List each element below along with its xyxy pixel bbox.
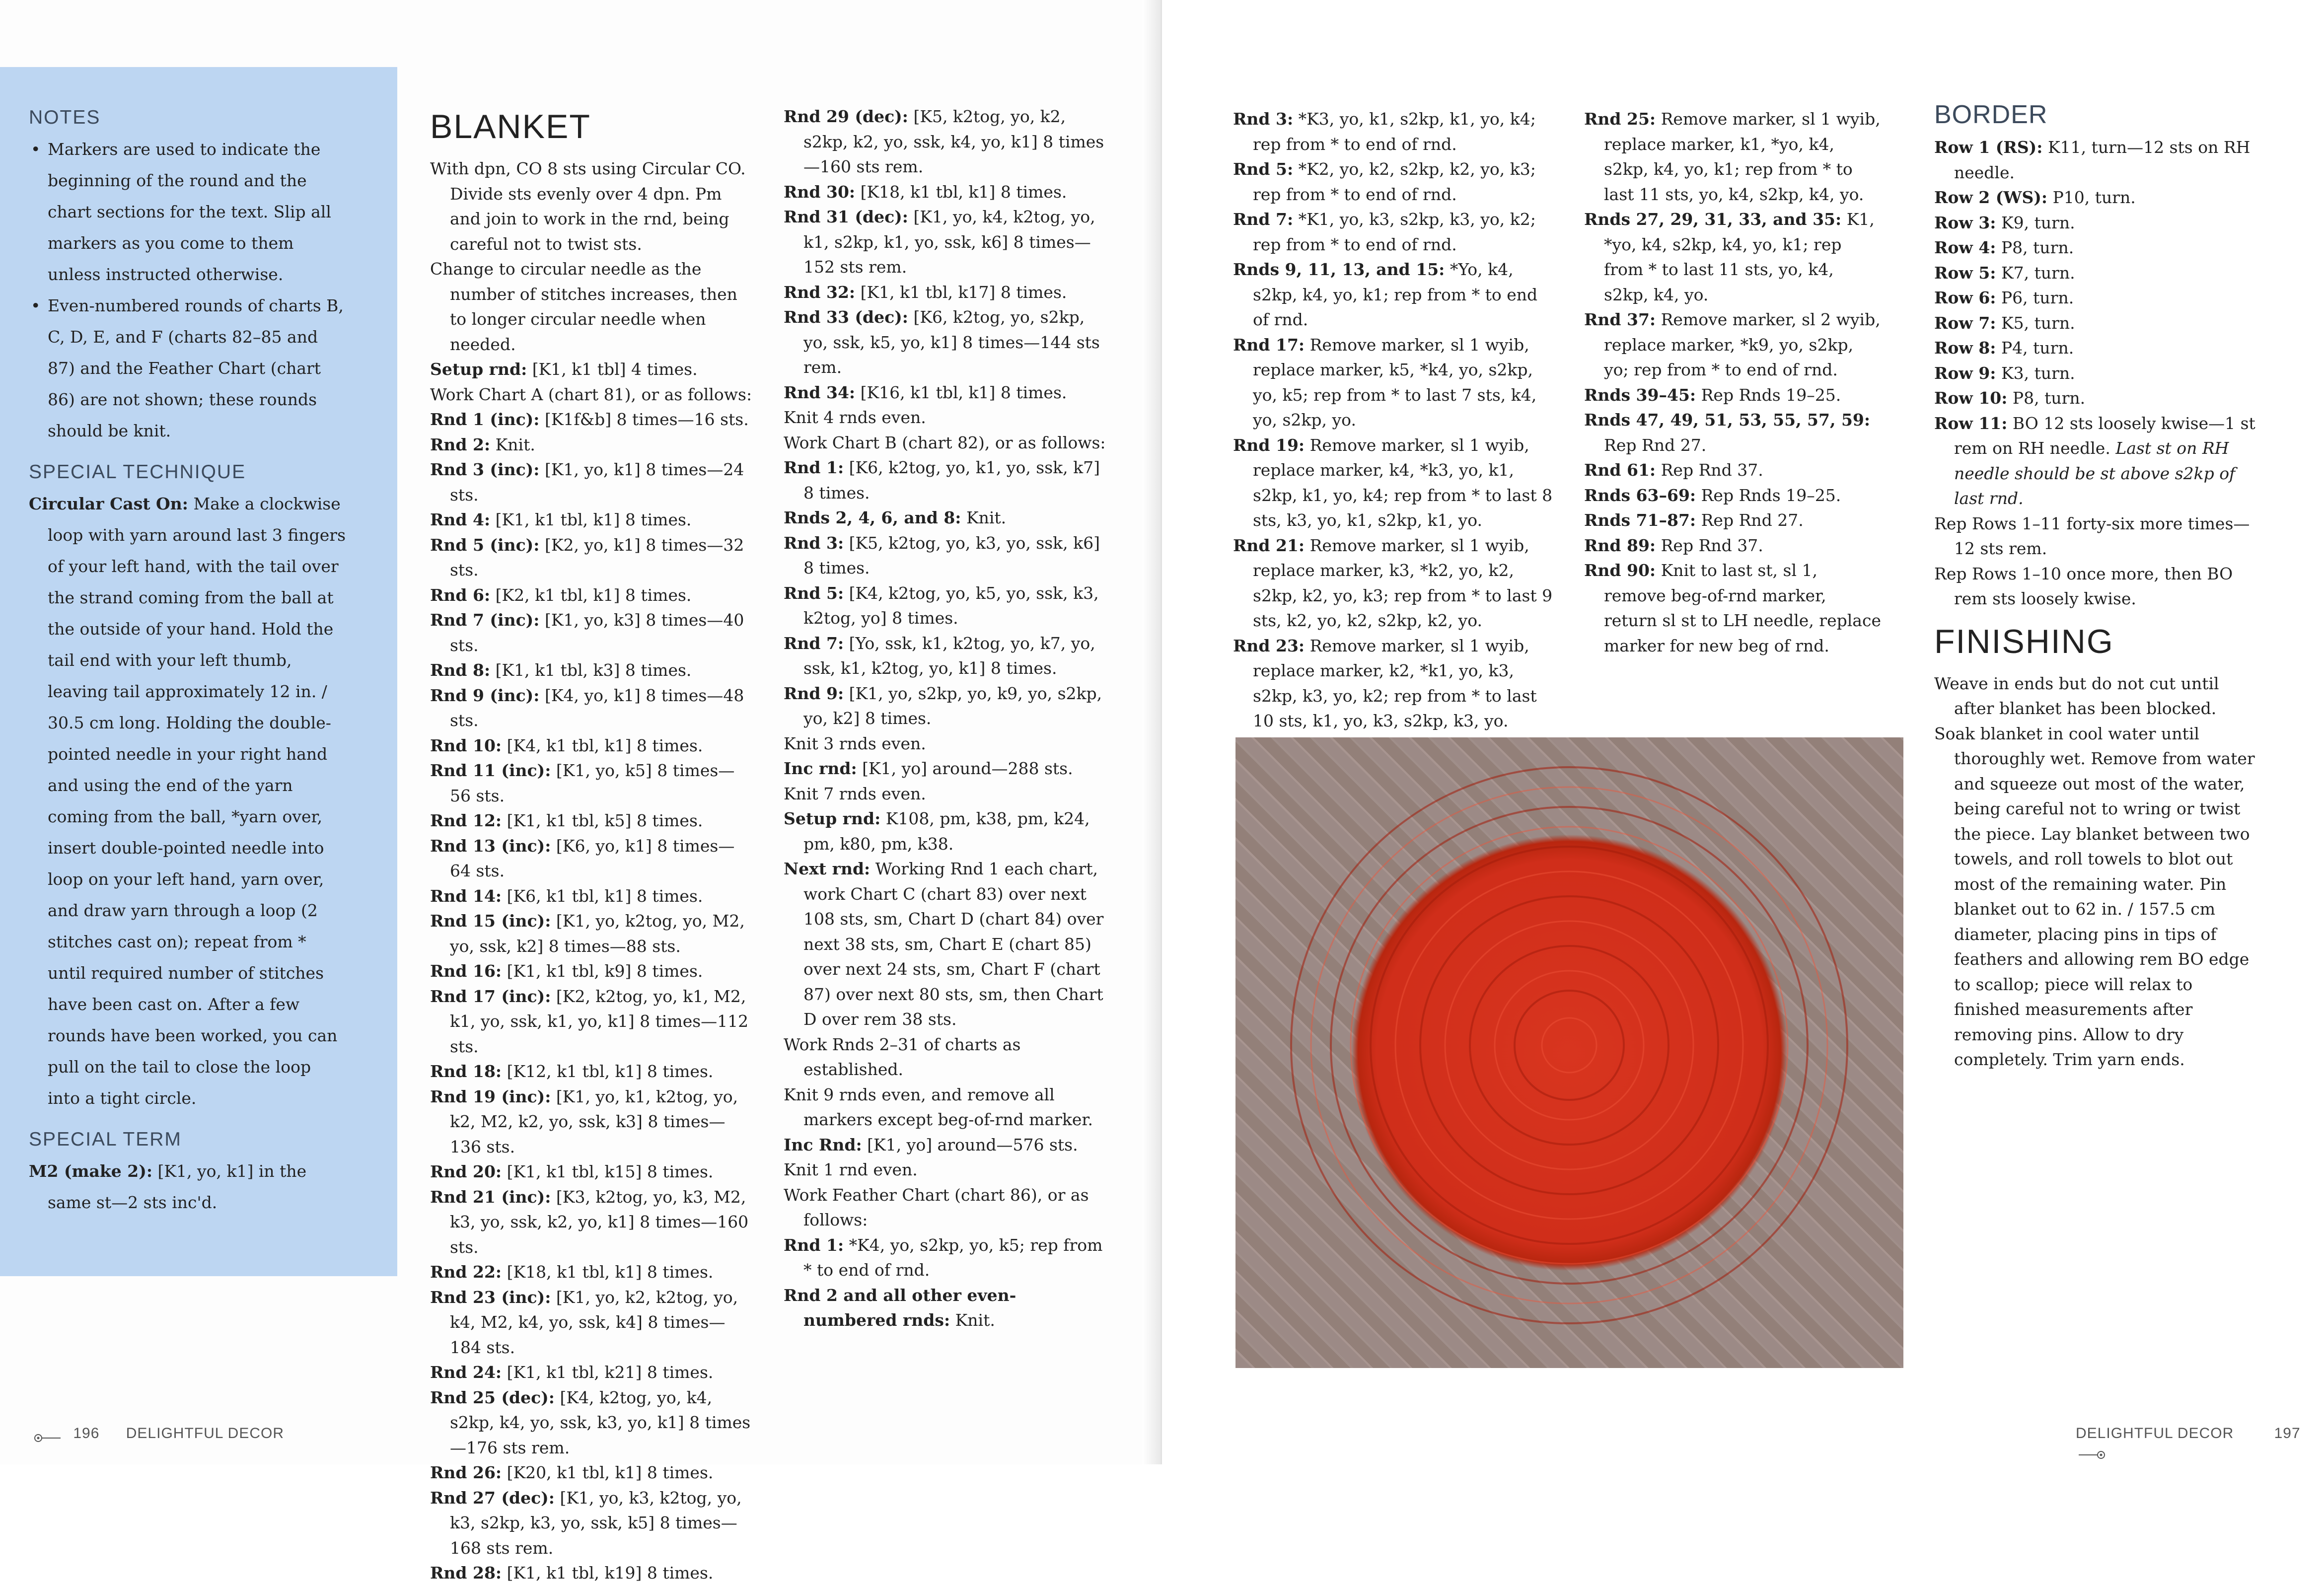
instruction-text: [K4, k1 tbl, k1] 8 times.: [502, 735, 703, 755]
instruction-label: Rnd 6:: [430, 585, 491, 605]
instruction-text: K5, turn.: [1996, 313, 2075, 333]
instruction-text: [K1, k1 tbl, k17] 8 times.: [855, 282, 1067, 302]
instruction-label: Rnds 63–69:: [1584, 485, 1696, 505]
instruction-label: Rnd 89:: [1584, 535, 1656, 555]
instruction-line: [430, 156, 753, 257]
instruction-text: [K1, yo, k3] 8 times—40 sts.: [450, 610, 744, 655]
instructions-list: [1233, 107, 1556, 734]
instruction-text: Knit.: [490, 434, 535, 454]
instruction-label: Rnd 5:: [1233, 159, 1294, 179]
instruction-label: Rnd 8:: [430, 660, 491, 680]
instruction-line: [1233, 333, 1556, 433]
instruction-label: Row 11:: [1934, 413, 2008, 433]
instruction-text: [K4, k2tog, yo, k4, s2kp, k4, yo, ssk, k3, yo, k1] 8 times—176 sts rem.: [450, 1387, 751, 1457]
instruction-text: [K4, k2tog, yo, k5, yo, ssk, k3, k2tog, yo] 8 times.: [803, 583, 1099, 628]
instruction-line: [1233, 433, 1556, 533]
instruction-label: Rnd 3:: [1233, 109, 1294, 129]
instruction-text: K108, pm, k38, pm, k24, pm, k80, pm, k38.: [803, 809, 1090, 854]
finishing-paragraph: Soak blanket in cool water until thoroughly wet. Remove from water and squeeze out most of the water, being careful not to wring or twist the piece. Lay blanket between two towels, and roll towels to blot out most of the remaining water. Pin blanket out to 62 in. / 157.5 cm diameter, placing pins in tips of feathers and allowing rem BO edge to scallop; piece will relax to finished measurements after removing pins. Allow to dry completely. Trim yarn ends.: [1934, 723, 2255, 1069]
instruction-line: [1934, 286, 2262, 311]
special-technique-text: [29, 488, 347, 1114]
instruction-label: Rnd 16:: [430, 961, 502, 981]
instruction-line: [430, 457, 753, 507]
instruction-line: [1584, 558, 1882, 658]
instruction-text: Remove marker, sl 1 wyib, replace marker, k5, *k4, yo, s2kp, yo, k5; rep from * to last 7 sts, k4, yo, s2kp, yo.: [1253, 335, 1537, 430]
instruction-text: [K5, k2tog, yo, k2, s2kp, k2, yo, ssk, k4, yo, k1] 8 times—160 sts rem.: [803, 107, 1104, 176]
instruction-line: [430, 658, 753, 683]
instruction-label: Rnd 19 (inc):: [430, 1086, 551, 1106]
instruction-label: Rnd 25 (dec):: [430, 1387, 555, 1407]
instruction-line: [430, 407, 753, 433]
instruction-text: P8, turn.: [2007, 388, 2086, 408]
instruction-text: [K1, yo, s2kp, yo, k9, yo, s2kp, yo, k2] 8 times.: [803, 683, 1102, 728]
instruction-label: Rnd 9 (inc):: [430, 685, 540, 705]
page-number: 196: [73, 1425, 100, 1442]
special-technique-body: Make a clockwise loop with yarn around last 3 fingers of your left hand, with the tail over the strand coming from the ball at the outside of your hand. Hold the tail end with your left thumb, leaving tail approximately 12 in. / 30.5 cm long. Holding the double-pointed needle in your right hand and using the end of the yarn coming from the ball, *yarn over, insert double-pointed needle into loop on your left hand, yarn over, and draw yarn through a loop (2 stitches cast on); repeat from * until required number of stitches have been cast on. After a few rounds have been worked, you can pull on the tail to close the loop into a tight circle.: [48, 494, 346, 1108]
instruction-text: [K16, k1 tbl, k1] 8 times.: [855, 382, 1067, 402]
instruction-text: *K4, yo, s2kp, yo, k5; rep from * to end of rnd.: [803, 1235, 1103, 1280]
instruction-text: [K6, k2tog, yo, s2kp, yo, ssk, k5, yo, k1] 8 times—144 sts rem.: [803, 307, 1100, 377]
instruction-line: [430, 808, 753, 834]
instruction-label: Rnd 7:: [1233, 210, 1294, 229]
instruction-label: Row 3:: [1934, 213, 1996, 232]
instruction-line: [430, 1084, 753, 1160]
instruction-line: [430, 984, 753, 1060]
instruction-line: [430, 583, 753, 608]
instruction-text: Knit 3 rnds even.: [784, 733, 926, 753]
instruction-label: Rnd 23:: [1233, 636, 1305, 655]
instruction-line: [430, 733, 753, 759]
instruction-label: Setup rnd:: [430, 360, 527, 379]
instruction-line: [1934, 185, 2262, 211]
instruction-label: Rnd 7:: [784, 633, 844, 653]
instruction-label: Rnd 90:: [1584, 561, 1656, 580]
instruction-line: [784, 505, 1106, 531]
running-section-title: DELIGHTFUL DECOR: [126, 1425, 285, 1442]
instruction-text: Remove marker, sl 1 wyib, replace marker, k4, *k3, yo, k1, s2kp, k1, yo, k4; rep from * to last 8 sts, k3, yo, k1, s2kp, k1, yo.: [1253, 435, 1553, 530]
instruction-text: [Yo, ssk, k1, k2tog, yo, k7, yo, ssk, k1, k2tog, yo, k1] 8 times.: [803, 633, 1095, 678]
instruction-line: [784, 681, 1106, 731]
instruction-text: [K1, yo] around—576 sts.: [862, 1135, 1078, 1154]
instruction-text: Remove marker, sl 1 wyib, replace marker, k1, *yo, k4, s2kp, k4, yo, k1; rep from * to last 11 sts, yo, k4, s2kp, k4, yo.: [1604, 109, 1881, 204]
notes-item: • Even-numbered rounds of charts B, C, D, E, and F (charts 82–85 and 87) and the Feather Chart (chart 86) are not shown; these rounds should be knit.: [29, 290, 347, 446]
instruction-text: [K18, k1 tbl, k1] 8 times.: [855, 182, 1067, 202]
instruction-text: BO 12 sts loosely kwise—1 st rem on RH needle.: [1954, 413, 2255, 458]
instruction-text: Work Rnds 2–31 of charts as established.: [784, 1034, 1021, 1079]
instruction-label: Rnd 19:: [1233, 435, 1305, 455]
feather-column-2: [1584, 107, 1882, 658]
instruction-line: [430, 884, 753, 909]
instruction-line: [784, 305, 1106, 380]
instruction-text: *Yo, k4, s2kp, k4, yo, k1; rep from * to end of rnd.: [1253, 260, 1538, 329]
instruction-label: Rnd 17 (inc):: [430, 986, 551, 1006]
instruction-text: K7, turn.: [1996, 263, 2075, 283]
instruction-line: [784, 380, 1106, 406]
instruction-label: Rnd 27 (dec):: [430, 1488, 555, 1508]
instruction-text: [K5, k2tog, yo, k3, yo, ssk, k6] 8 times.: [803, 533, 1100, 577]
instruction-text: Rep Rnds 19–25.: [1696, 385, 1841, 405]
instruction-text: [K1, yo, k2, k2tog, yo, k4, M2, k4, yo, ssk, k4] 8 times—184 sts.: [450, 1287, 738, 1357]
instruction-text: [K1f&b] 8 times—16 sts.: [539, 410, 749, 429]
instruction-line: [430, 1059, 753, 1084]
instruction-label: Rnd 20:: [430, 1162, 502, 1181]
instruction-text: K3, turn.: [1996, 363, 2075, 383]
instruction-label: Rnd 33 (dec):: [784, 307, 908, 327]
instruction-line: [1233, 107, 1556, 157]
instruction-text: Change to circular needle as the number of stitches increases, then to longer circular needle when needed.: [430, 259, 737, 354]
instruction-text: Work Feather Chart (chart 86), or as follows:: [784, 1185, 1089, 1229]
instruction-text: *K1, yo, k3, s2kp, k3, yo, k2; rep from * to end of rnd.: [1253, 210, 1536, 254]
instruction-label: Rnd 30:: [784, 182, 856, 202]
instruction-label: Rnd 4:: [430, 510, 491, 529]
instruction-text: P10, turn.: [2047, 188, 2136, 207]
instruction-label: Rnd 5:: [784, 583, 844, 603]
instruction-text: [K1, k1 tbl, k3] 8 times.: [490, 660, 692, 680]
instruction-label: Row 6:: [1934, 288, 1996, 307]
instruction-text: Knit 7 rnds even.: [784, 784, 926, 803]
instruction-line: [1584, 458, 1882, 483]
instruction-text: [K3, k2tog, yo, k3, M2, k3, yo, ssk, k2, yo, k1] 8 times—160 sts.: [450, 1187, 749, 1257]
instruction-line: [430, 758, 753, 808]
instruction-label: Rnds 27, 29, 31, 33, and 35:: [1584, 210, 1842, 229]
instruction-text: *K3, yo, k1, s2kp, k1, yo, k4; rep from * to end of rnd.: [1253, 109, 1536, 154]
instruction-text: Work Chart B (chart 82), or as follows:: [784, 433, 1106, 452]
instruction-line: [1584, 508, 1882, 533]
instruction-label: Rnd 17:: [1233, 335, 1305, 355]
instruction-label: Rnd 3 (inc):: [430, 460, 540, 479]
instructions-list: [784, 104, 1106, 1333]
instruction-text: Knit.: [950, 1310, 995, 1330]
instruction-text: Rep Rnd 37.: [1656, 460, 1763, 480]
instruction-line: [1934, 386, 2262, 411]
instruction-label: Rnd 2:: [430, 434, 491, 454]
instruction-line: [1233, 634, 1556, 734]
instruction-line: [784, 405, 1106, 431]
instruction-label: Rnd 2 and all other even-numbered rnds:: [784, 1285, 1017, 1330]
instruction-label: Rnds 47, 49, 51, 53, 55, 57, 59:: [1584, 410, 1871, 430]
instruction-text: [K1, yo, k5] 8 times—56 sts.: [450, 761, 735, 805]
instruction-label: Rnd 61:: [1584, 460, 1656, 480]
instruction-line: [430, 507, 753, 533]
special-technique-heading: SPECIAL TECHNIQUE: [29, 461, 246, 483]
instruction-label: Rnd 14:: [430, 886, 502, 906]
instruction-text: [K2, k2tog, yo, k1, M2, k1, yo, ssk, k1, yo, k1] 8 times—112 sts.: [450, 986, 749, 1056]
instruction-text: Remove marker, sl 2 wyib, replace marker, *k9, yo, s2kp, yo; rep from * to end of rnd.: [1604, 310, 1881, 379]
instruction-text: [K4, yo, k1] 8 times—48 sts.: [450, 685, 744, 730]
instruction-line: [1934, 211, 2262, 236]
instruction-text: [K6, k1 tbl, k1] 8 times.: [502, 886, 703, 906]
instruction-line: [784, 782, 1106, 807]
instruction-label: Rnds 9, 11, 13, and 15:: [1233, 260, 1445, 279]
finishing-paragraph: Weave in ends but do not cut until after blanket has been blocked.: [1934, 673, 2219, 718]
instruction-text: Rep Rnd 27.: [1604, 435, 1707, 455]
instruction-text: [K1, k1 tbl] 4 times.: [527, 360, 698, 379]
special-term-heading: SPECIAL TERM: [29, 1129, 182, 1150]
instruction-line: [784, 431, 1106, 456]
instruction-label: Rnd 1:: [784, 1235, 844, 1255]
instruction-text: Working Rnd 1 each chart, work Chart C (chart 83) over next 108 sts, sm, Chart D (chart 84) over next 38 sts, sm, Chart E (chart 85) over next 24 sts, sm, Chart F (chart 87) over next 80 sts, sm, then Chart D over rem 38 sts.: [803, 859, 1104, 1029]
instruction-line: [1233, 207, 1556, 257]
instruction-label: Rnd 26:: [430, 1463, 502, 1482]
instruction-text: Knit to last st, sl 1, remove beg-of-rnd marker, return sl st to LH needle, replace marker for new beg of rnd.: [1604, 561, 1881, 655]
instruction-text: Work Chart A (chart 81), or as follows:: [430, 384, 752, 404]
instruction-line: [430, 1360, 753, 1385]
instructions-list: [1584, 107, 1882, 658]
instruction-label: Rnd 13 (inc):: [430, 836, 551, 856]
instruction-line: [430, 1385, 753, 1461]
instruction-label: Rnd 7 (inc):: [430, 610, 540, 630]
instruction-line: [784, 857, 1106, 1032]
instruction-label: Rnd 22:: [430, 1262, 502, 1282]
instruction-label: Rnd 31 (dec):: [784, 207, 908, 226]
instruction-label: Rnd 12:: [430, 811, 502, 830]
instruction-line: [784, 1032, 1106, 1082]
instruction-line: [784, 1233, 1106, 1283]
instruction-label: Rnd 5 (inc):: [430, 535, 540, 555]
special-technique-term: Circular Cast On:: [29, 494, 188, 513]
instruction-line: [784, 731, 1106, 757]
instruction-label: Rnd 32:: [784, 282, 856, 302]
instruction-line: [784, 205, 1106, 280]
instruction-line: [784, 455, 1106, 505]
instruction-line: [430, 834, 753, 884]
blanket-photo: [1235, 737, 1903, 1368]
instruction-text: [K1, k1 tbl, k1] 8 times.: [490, 510, 692, 529]
instruction-text: P4, turn.: [1996, 338, 2074, 358]
instruction-line: [784, 1133, 1106, 1158]
instruction-line: [1934, 311, 2262, 336]
instruction-line: [1934, 361, 2262, 386]
instruction-text: [K18, k1 tbl, k1] 8 times.: [502, 1262, 714, 1282]
instruction-label: Row 1 (RS):: [1934, 138, 2043, 157]
instruction-label: Row 7:: [1934, 313, 1996, 333]
instruction-text: Knit 9 rnds even, and remove all markers except beg-of-rnd marker.: [784, 1084, 1093, 1129]
instruction-text: [K2, yo, k1] 8 times—32 sts.: [450, 535, 744, 579]
instruction-label: Row 8:: [1934, 338, 1996, 358]
instruction-label: Next rnd:: [784, 859, 871, 878]
instruction-text: [K1, yo] around—288 sts.: [857, 759, 1073, 778]
instruction-line: [784, 1082, 1106, 1133]
instruction-label: Rnd 21 (inc):: [430, 1187, 551, 1207]
instruction-line: [430, 608, 753, 658]
instruction-line: [1584, 307, 1882, 383]
instruction-label: Rnd 1:: [784, 458, 844, 477]
instruction-text: *K2, yo, k2, s2kp, k2, yo, k3; rep from * to end of rnd.: [1253, 159, 1536, 204]
instruction-line: [1584, 383, 1882, 408]
instruction-label: Row 5:: [1934, 263, 1996, 283]
instruction-label: Rnd 3:: [784, 533, 844, 553]
instruction-text: [K1, k1 tbl, k19] 8 times.: [502, 1563, 714, 1583]
instruction-label: Rnd 23 (inc):: [430, 1287, 551, 1307]
instruction-text: Remove marker, sl 1 wyib, replace marker, k3, *k2, yo, k2, s2kp, k2, yo, k3; rep from * to last 9 sts, k2, yo, k2, s2kp, k2, yo.: [1253, 535, 1553, 630]
instruction-text: Rep Rows 1–11 forty-six more times—12 sts rem.: [1934, 513, 2250, 558]
instruction-line: [784, 631, 1106, 681]
feather-column-1: [1233, 107, 1556, 734]
instruction-text: K11, turn—12 sts on RH needle.: [1954, 138, 2251, 182]
instruction-line: [1233, 157, 1556, 207]
instruction-text: Rep Rows 1–10 once more, then BO rem sts loosely kwise.: [1934, 564, 2233, 608]
page-number: 197: [2274, 1425, 2301, 1442]
instruction-text: K1, *yo, k4, s2kp, k4, yo, k1; rep from * to last 11 sts, yo, k4, s2kp, k4, yo.: [1604, 210, 1875, 304]
instruction-text: [K1, yo, k1] 8 times—24 sts.: [450, 460, 744, 505]
instruction-line: [1934, 336, 2262, 361]
instruction-line: [430, 1185, 753, 1260]
instruction-text: [K1, yo, k2tog, yo, M2, yo, ssk, k2] 8 times—88 sts.: [450, 911, 745, 956]
blanket-column-1: [430, 107, 753, 1586]
instruction-label: Row 9:: [1934, 363, 1996, 383]
instruction-line: [784, 1283, 1106, 1333]
blanket-heading: BLANKET: [430, 108, 591, 145]
instruction-label: Inc rnd:: [784, 759, 857, 778]
instruction-label: Rnd 9:: [784, 683, 844, 703]
instruction-text: Rep Rnds 19–25.: [1696, 485, 1841, 505]
instruction-line: [430, 382, 753, 408]
instruction-text: [K6, yo, k1] 8 times—64 sts.: [450, 836, 735, 880]
instruction-line: [430, 433, 753, 458]
instruction-line: [1934, 135, 2262, 185]
notes-heading: NOTES: [29, 107, 101, 128]
special-term-body: [K1, yo, k1] in the same st—2 sts inc'd.: [48, 1161, 307, 1212]
instruction-line: [1934, 562, 2262, 612]
instruction-text: [K1, k1 tbl, k15] 8 times.: [502, 1162, 714, 1181]
instruction-line: [784, 1183, 1106, 1233]
instruction-label: Rnds 39–45:: [1584, 385, 1696, 405]
instruction-text: [K1, yo, k1, k2tog, yo, k2, M2, k2, yo, ssk, k3] 8 times—136 sts.: [450, 1086, 738, 1156]
instruction-line: [430, 1159, 753, 1185]
instruction-label: Rnd 11 (inc):: [430, 761, 551, 780]
folio-ornament-icon: [2078, 1446, 2106, 1455]
instruction-text: P8, turn.: [1996, 238, 2074, 257]
right-footer: [2076, 1425, 2324, 1459]
instruction-line: [784, 280, 1106, 305]
instruction-line: [1233, 533, 1556, 634]
instruction-label: Rnd 21:: [1233, 535, 1305, 555]
instruction-line: [1934, 411, 2262, 511]
notes-list: [29, 134, 347, 446]
instruction-line: [430, 959, 753, 984]
instruction-line: [430, 357, 753, 382]
left-page: [0, 0, 1162, 1583]
notes-item: • Markers are used to indicate the beginning of the round and the chart sections for the text. Slip all markers as you come to them unless instructed otherwise.: [29, 134, 347, 290]
instruction-label: Rnd 25:: [1584, 109, 1656, 129]
instruction-line: [1584, 533, 1882, 559]
instruction-label: Inc Rnd:: [784, 1135, 862, 1154]
instruction-line: [1934, 235, 2262, 261]
special-term-term: M2 (make 2):: [29, 1161, 152, 1181]
instruction-text: [K1, k1 tbl, k5] 8 times.: [502, 811, 703, 830]
lace-pattern-illustration: [1235, 737, 1903, 1368]
instruction-text: Rep Rnd 27.: [1696, 510, 1804, 530]
folio-ornament-icon: [34, 1430, 62, 1439]
instruction-label: Row 4:: [1934, 238, 1996, 257]
border-finishing-column: [1934, 99, 2262, 1073]
finishing-heading: FINISHING: [1934, 622, 2114, 660]
instruction-text: Remove marker, sl 1 wyib, replace marker, k2, *k1, yo, k3, s2kp, k3, yo, k2; rep from * to last 10 sts, k1, yo, k3, s2kp, k3, yo.: [1253, 636, 1537, 730]
instruction-text: [K1, yo, k4, k2tog, yo, k1, s2kp, k1, yo, ssk, k6] 8 times—152 sts rem.: [803, 207, 1095, 277]
instruction-label: Rnd 1 (inc):: [430, 410, 540, 429]
instruction-label: Rnds 2, 4, 6, and 8:: [784, 508, 961, 527]
instruction-text: Rep Rnd 37.: [1656, 535, 1763, 555]
instruction-label: Rnd 10:: [430, 735, 502, 755]
instruction-line: [784, 581, 1106, 631]
instruction-line: [784, 806, 1106, 857]
instruction-label: Setup rnd:: [784, 809, 881, 828]
instruction-line: [784, 180, 1106, 205]
instruction-text: [K20, k1 tbl, k1] 8 times.: [502, 1463, 714, 1482]
instruction-line: [430, 683, 753, 733]
border-heading: BORDER: [1934, 100, 2048, 129]
instruction-text: P6, turn.: [1996, 288, 2074, 307]
instruction-line: [1233, 257, 1556, 333]
instruction-line: [1934, 511, 2262, 562]
instruction-text: [K1, k1 tbl, k9] 8 times.: [502, 961, 703, 981]
instruction-line: [784, 531, 1106, 581]
instruction-line: [1584, 408, 1882, 458]
instruction-label: Row 2 (WS):: [1934, 188, 2048, 207]
instruction-text: [K2, k1 tbl, k1] 8 times.: [490, 585, 692, 605]
instruction-label: Rnd 24:: [430, 1363, 502, 1382]
instruction-line: [430, 1561, 753, 1586]
instruction-label: Rnd 37:: [1584, 310, 1656, 329]
instruction-line: [430, 533, 753, 583]
running-section-title: DELIGHTFUL DECOR: [2076, 1425, 2234, 1442]
instruction-note: Last st on RH needle should be st above s2kp of last rnd.: [1954, 438, 2236, 508]
instruction-line: [784, 104, 1106, 180]
instruction-line: [1584, 207, 1882, 307]
instruction-text: [K6, k2tog, yo, k1, yo, ssk, k7] 8 times.: [803, 458, 1100, 503]
instruction-line: [430, 1260, 753, 1285]
instruction-line: [430, 909, 753, 959]
instruction-label: Rnd 28:: [430, 1563, 502, 1583]
instruction-text: Knit 4 rnds even.: [784, 408, 926, 427]
instruction-text: [K1, k1 tbl, k21] 8 times.: [502, 1363, 714, 1382]
instruction-label: Rnd 18:: [430, 1062, 502, 1081]
instruction-line: [1584, 483, 1882, 508]
instruction-text: With dpn, CO 8 sts using Circular CO. Divide sts evenly over 4 dpn. Pm and join to work in the rnd, being careful not to twist sts.: [430, 159, 746, 254]
instruction-text: [K12, k1 tbl, k1] 8 times.: [502, 1062, 714, 1081]
instruction-label: Rnd 34:: [784, 382, 856, 402]
instruction-line: [430, 1486, 753, 1561]
instruction-line: [430, 1285, 753, 1361]
instruction-text: Knit.: [961, 508, 1007, 527]
notes-sidebar: [0, 67, 397, 1276]
special-term-text: [29, 1155, 347, 1218]
left-footer: [34, 1425, 284, 1442]
instruction-label: Rnd 15 (inc):: [430, 911, 551, 931]
instruction-line: [1934, 261, 2262, 286]
instruction-label: Rnd 29 (dec):: [784, 107, 908, 126]
instruction-line: [784, 1157, 1106, 1183]
instruction-line: [430, 257, 753, 357]
instruction-line: [784, 756, 1106, 782]
instruction-label: Rnds 71–87:: [1584, 510, 1696, 530]
instruction-text: Knit 1 rnd even.: [784, 1160, 918, 1179]
instruction-line: [1584, 107, 1882, 207]
instruction-label: Row 10:: [1934, 388, 2008, 408]
blanket-column-2: [784, 104, 1106, 1333]
border-instructions: [1934, 135, 2262, 612]
instructions-list: [430, 156, 753, 1586]
instruction-text: K9, turn.: [1996, 213, 2075, 232]
instruction-text: [K1, yo, k3, k2tog, yo, k3, s2kp, k3, yo, ssk, k5] 8 times—168 sts rem.: [450, 1488, 742, 1558]
